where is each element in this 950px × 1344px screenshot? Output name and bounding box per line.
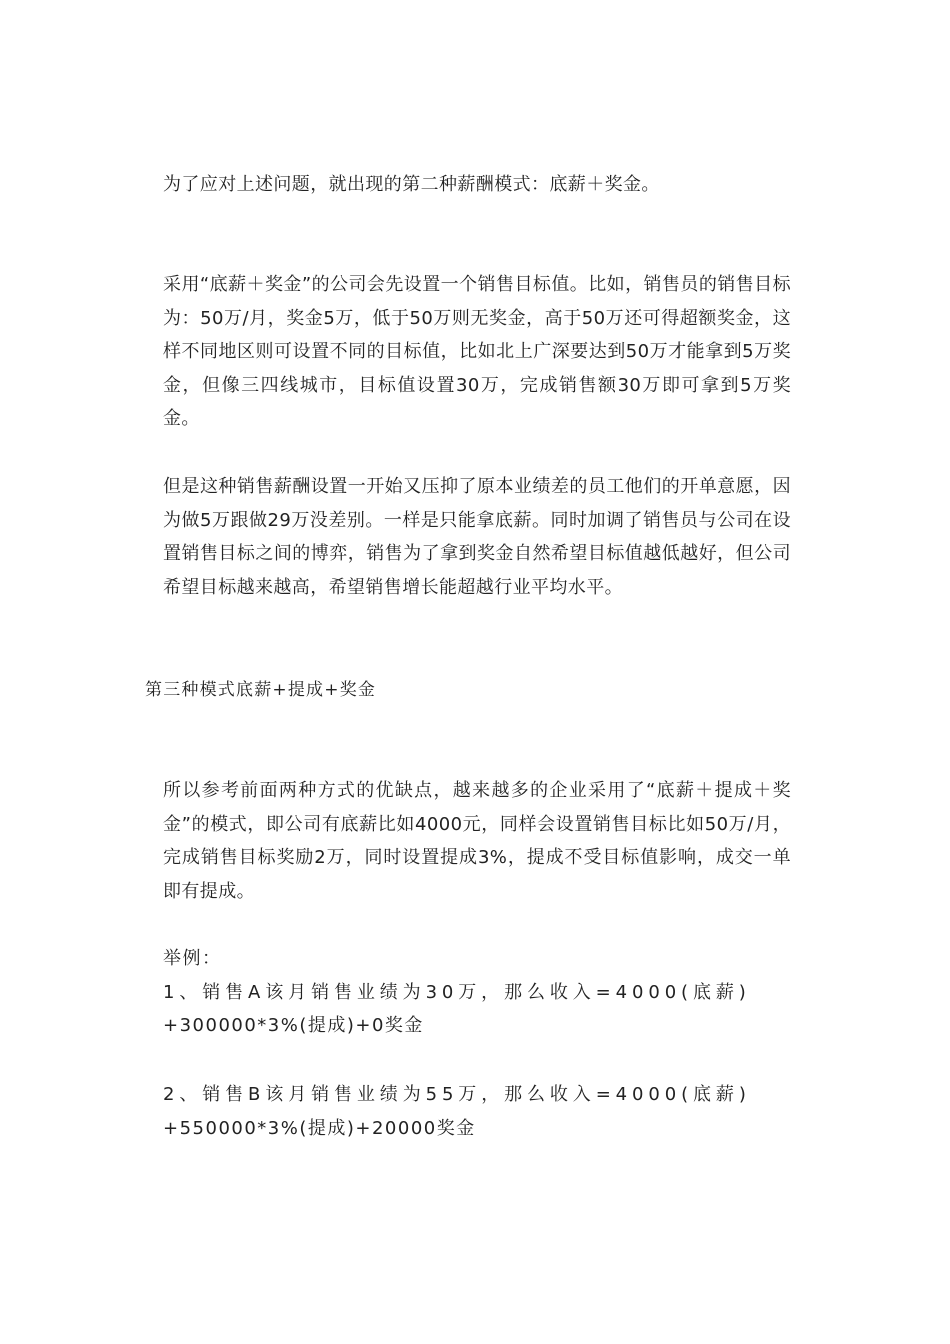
section-heading: 第三种模式底薪+提成+奖金 [145,680,377,700]
example-b-block [163,1078,791,1145]
example-a-line-1: 1、销售A该月销售业绩为30万，那么收入=4000(底薪) [163,981,751,1003]
example-b-line-2: +550000*3%(提成)+20000奖金 [163,1117,476,1139]
model-three-paragraph: 所以参考前面两种方式的优缺点，越来越多的企业采用了“底薪＋提成＋奖金”的模式，即公司有底薪比如4000元，同样会设置销售目标比如50万/月，完成销售目标奖励2万，同时设置提成3%，提成不受目标值影响，成交一单即有提成。 [163,780,791,902]
examples-block [163,942,791,1043]
problem-paragraph: 但是这种销售薪酬设置一开始又压抑了原本业绩差的员工他们的开单意愿，因为做5万跟做29万没差别。一样是只能拿底薪。同时加调了销售员与公司在设置销售目标之间的博弈，销售为了拿到奖金自然希望目标值越低越好，但公司希望目标越来越高，希望销售增长能超越行业平均水平。 [163,476,791,598]
example-b-line-1: 2、销售B该月销售业绩为55万，那么收入=4000(底薪) [163,1084,751,1105]
model-two-paragraph: 采用“底薪＋奖金”的公司会先设置一个销售目标值。比如，销售员的销售目标为：50万/月，奖金5万，低于50万则无奖金，高于50万还可得超额奖金，这样不同地区则可设置不同的目标值，比如北上广深要达到50万才能拿到5万奖金，但像三四线城市，目标值设置30万，完成销售额30万即可拿到5万奖金。 [163,274,791,430]
intro-paragraph: 为了应对上述问题，就出现的第二种薪酬模式：底薪＋奖金。 [163,174,660,195]
examples-label: 举例： [163,948,222,969]
example-a-line-2: +300000*3%(提成)+0奖金 [163,1015,424,1037]
